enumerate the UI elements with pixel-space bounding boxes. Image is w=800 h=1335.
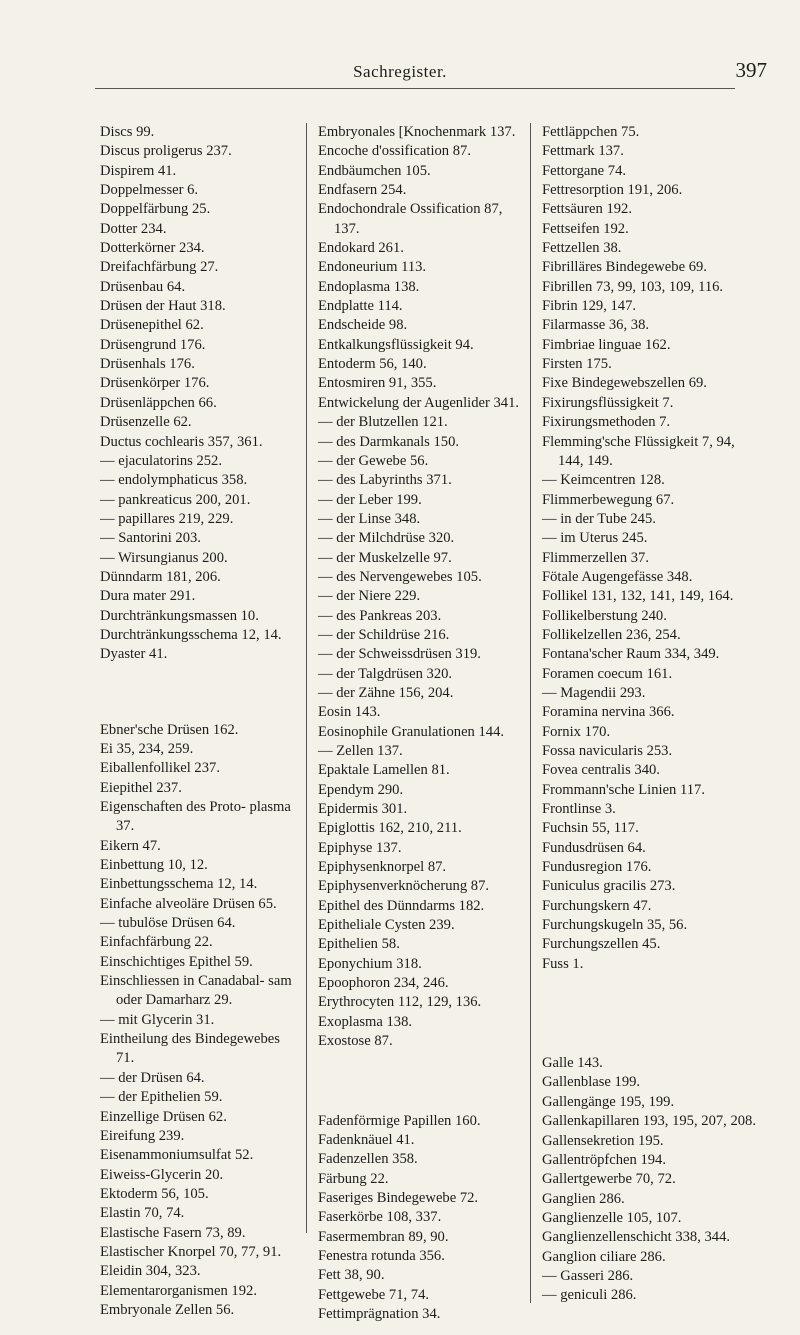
- index-entry: Follikelberstung 240.: [542, 607, 667, 624]
- index-section-e-continued: [318, 123, 520, 1052]
- index-entry: Ektoderm 56, 105.: [100, 1185, 209, 1202]
- index-entry: Entosmiren 91, 355.: [318, 375, 437, 392]
- index-entry: — Gasseri 286.: [542, 1267, 634, 1284]
- index-entry: Endscheide 98.: [318, 317, 408, 334]
- index-entry: — im Uterus 245.: [542, 530, 648, 547]
- index-entry: Fossa navicularis 253.: [542, 743, 673, 759]
- index-entry: — Wirsungianus 200.: [100, 549, 228, 566]
- index-entry: Einfachfärbung 22.: [100, 934, 213, 951]
- index-entry: Furchungskern 47.: [542, 897, 652, 914]
- index-entry: Entwickelung der Augenlider 341.: [318, 394, 520, 411]
- index-entry: Ductus cochlearis 357, 361.: [100, 433, 263, 450]
- index-entry: Epithel des Dünndarms 182.: [318, 897, 485, 914]
- page-number: 397: [735, 58, 767, 82]
- index-entry: Epitheliale Cysten 239.: [318, 917, 455, 934]
- index-entry: Follikel 131, 132, 141, 149, 164.: [542, 588, 734, 605]
- page-header: [0, 0, 800, 90]
- section-gap: [318, 1052, 520, 1112]
- index-entry: Flemming'sche Flüssigkeit 7, 94, 144, 149.: [542, 433, 735, 469]
- index-entry: Galle 143.: [542, 1055, 603, 1072]
- index-entry: Flimmerzellen 37.: [542, 549, 649, 566]
- index-entry: Durchtränkungsmassen 10.: [100, 607, 259, 624]
- index-entry: Eikern 47.: [100, 837, 161, 854]
- index-entry: Einschichtiges Epithel 59.: [100, 953, 253, 970]
- index-entry: Fettorgane 74.: [542, 162, 627, 179]
- index-entry: — des Pankreas 203.: [318, 607, 442, 624]
- index-entry: Eosin 143.: [318, 704, 381, 721]
- index-entry: Fimbriae linguae 162.: [542, 336, 671, 353]
- index-entry: Frommann'sche Linien 117.: [542, 781, 705, 798]
- index-columns: [100, 123, 780, 1322]
- index-entry: Endoplasma 138.: [318, 278, 420, 295]
- index-entry: Endokard 261.: [318, 240, 404, 257]
- index-entry: Embryonale Zellen 56.: [100, 1301, 235, 1318]
- index-entry: Drüsengrund 176.: [100, 336, 206, 353]
- index-entry: Fibrillen 73, 99, 103, 109, 116.: [542, 278, 724, 295]
- index-section-f-continued: [542, 123, 762, 974]
- index-entry: Drüsenkörper 176.: [100, 375, 210, 392]
- index-entry: Epiphysenverknöcherung 87.: [318, 878, 490, 895]
- index-entry: — der Blutzellen 121.: [318, 414, 448, 431]
- index-entry: Epiglottis 162, 210, 211.: [318, 820, 462, 837]
- index-entry: Funiculus gracilis 273.: [542, 878, 676, 895]
- index-entry: — der Muskelzelle 97.: [318, 549, 452, 566]
- index-entry: Ei 35, 234, 259.: [100, 740, 194, 757]
- index-entry: Gallengänge 195, 199.: [542, 1093, 675, 1110]
- index-entry: Fixe Bindegewebszellen 69.: [542, 375, 707, 392]
- index-entry: — der Milchdrüse 320.: [318, 530, 455, 547]
- index-entry: Epidermis 301.: [318, 801, 408, 818]
- index-entry: Epaktale Lamellen 81.: [318, 762, 450, 779]
- index-entry: Gallenkapillaren 193, 195, 207, 208.: [542, 1113, 756, 1130]
- index-section-d: [100, 123, 297, 665]
- index-entry: Firsten 175.: [542, 356, 612, 373]
- index-entry: Eponychium 318.: [318, 955, 422, 972]
- index-entry: Fuss 1.: [542, 955, 584, 972]
- index-entry: Erythrocyten 112, 129, 136.: [318, 994, 482, 1011]
- index-section-f: [318, 1112, 520, 1325]
- index-entry: Epithelien 58.: [318, 936, 400, 953]
- index-entry: Eireifung 239.: [100, 1127, 185, 1144]
- index-entry: Foramen coecum 161.: [542, 665, 673, 682]
- index-entry: Eiweiss-Glycerin 20.: [100, 1166, 224, 1183]
- index-entry: — geniculi 286.: [542, 1287, 637, 1304]
- index-section-e: [100, 721, 297, 1321]
- index-entry: Fötale Augengefässe 348.: [542, 568, 693, 585]
- index-entry: Elastische Fasern 73, 89.: [100, 1224, 246, 1241]
- index-entry: Drüsen der Haut 318.: [100, 298, 226, 315]
- index-entry: — Santorini 203.: [100, 530, 201, 547]
- index-entry: Einbettung 10, 12.: [100, 857, 208, 874]
- index-entry: Epiphysenknorpel 87.: [318, 859, 447, 876]
- index-entry: Fadenzellen 358.: [318, 1151, 418, 1168]
- index-column-3: [542, 123, 762, 1306]
- index-entry: Drüsenzelle 62.: [100, 414, 192, 431]
- index-entry: Drüsenbau 64.: [100, 278, 186, 295]
- index-entry: Fovea centralis 340.: [542, 762, 660, 779]
- index-entry: — der Zähne 156, 204.: [318, 684, 454, 701]
- index-entry: Fundusdrüsen 64.: [542, 839, 646, 856]
- index-entry: Eosinophile Granulationen 144.: [318, 723, 505, 740]
- running-title: Sachregister.: [353, 62, 447, 81]
- index-entry: Exostose 87.: [318, 1033, 393, 1050]
- index-entry: Entkalkungsflüssigkeit 94.: [318, 336, 474, 353]
- index-entry: Eleidin 304, 323.: [100, 1263, 201, 1280]
- index-entry: Ganglien 286.: [542, 1190, 625, 1207]
- index-entry: Foramina nervina 366.: [542, 704, 675, 721]
- index-entry: Embryonales [Knochenmark 137.: [318, 124, 516, 140]
- index-entry: Einbettungsschema 12, 14.: [100, 876, 258, 893]
- index-entry: — endolymphaticus 358.: [100, 472, 248, 489]
- index-entry: — der Linse 348.: [318, 510, 421, 527]
- index-entry: Exoplasma 138.: [318, 1013, 413, 1030]
- index-entry: — der Gewebe 56.: [318, 452, 429, 469]
- index-entry: Follikelzellen 236, 254.: [542, 626, 681, 643]
- index-entry: — Zellen 137.: [318, 743, 403, 759]
- index-entry: Fenestra rotunda 356.: [318, 1247, 445, 1264]
- index-entry: — in der Tube 245.: [542, 510, 656, 527]
- index-entry: — der Schildrüse 216.: [318, 626, 450, 643]
- section-gap: [542, 974, 762, 1054]
- header-rule: [95, 88, 735, 89]
- index-entry: Entoderm 56, 140.: [318, 356, 427, 373]
- index-entry: Fibrilläres Bindegewebe 69.: [542, 259, 707, 276]
- index-entry: Fettseifen 192.: [542, 220, 629, 237]
- index-entry: Fixirungsmethoden 7.: [542, 414, 671, 431]
- index-entry: — des Darmkanals 150.: [318, 433, 460, 450]
- index-entry: — der Schweissdrüsen 319.: [318, 646, 481, 663]
- index-entry: Eintheilung des Bindegewebes 71.: [100, 1031, 280, 1067]
- index-entry: Eiepithel 237.: [100, 779, 182, 796]
- index-entry: Drüsenläppchen 66.: [100, 394, 217, 411]
- index-entry: Doppelmesser 6.: [100, 182, 199, 199]
- index-entry: Drüsenhals 176.: [100, 356, 195, 373]
- index-entry: Endoneurium 113.: [318, 259, 427, 276]
- index-entry: Dispirem 41.: [100, 162, 177, 179]
- index-entry: Dreifachfärbung 27.: [100, 259, 219, 276]
- index-entry: Furchungszellen 45.: [542, 936, 661, 953]
- index-entry: Ganglienzellenschicht 338, 344.: [542, 1229, 731, 1246]
- index-entry: Einschliessen in Canadabal- sam oder Damarharz 29.: [100, 973, 292, 1009]
- index-entry: — des Labyrinths 371.: [318, 472, 452, 489]
- index-entry: Dura mater 291.: [100, 588, 196, 605]
- index-entry: Einzellige Drüsen 62.: [100, 1108, 227, 1125]
- index-entry: Discus proligerus 237.: [100, 143, 232, 160]
- index-entry: Epoophoron 234, 246.: [318, 975, 449, 992]
- index-entry: Gallertgewerbe 70, 72.: [542, 1171, 676, 1188]
- index-entry: Ependym 290.: [318, 781, 404, 798]
- index-entry: Doppelfärbung 25.: [100, 201, 211, 218]
- index-entry: Eiballenfollikel 237.: [100, 760, 220, 777]
- index-entry: Discs 99.: [100, 124, 155, 140]
- index-entry: Elementarorganismen 192.: [100, 1282, 257, 1299]
- index-entry: Dyaster 41.: [100, 646, 168, 663]
- index-entry: Durchtränkungsschema 12, 14.: [100, 626, 282, 643]
- index-entry: Ganglienzelle 105, 107.: [542, 1209, 682, 1226]
- index-entry: Drüsenepithel 62.: [100, 317, 204, 334]
- column-divider: [306, 123, 307, 1233]
- index-entry: Gallensekretion 195.: [542, 1132, 664, 1149]
- index-entry: Fibrin 129, 147.: [542, 298, 637, 315]
- index-entry: Flimmerbewegung 67.: [542, 491, 675, 508]
- index-entry: — ejaculatorins 252.: [100, 452, 222, 469]
- index-entry: Faserkörbe 108, 337.: [318, 1209, 442, 1226]
- index-entry: Gallenblase 199.: [542, 1074, 641, 1091]
- index-entry: Fettgewebe 71, 74.: [318, 1286, 430, 1303]
- index-entry: Gallentröpfchen 194.: [542, 1151, 667, 1168]
- index-entry: Fixirungsflüssigkeit 7.: [542, 394, 674, 411]
- index-entry: Dotterkörner 234.: [100, 240, 205, 257]
- index-entry: — der Niere 229.: [318, 588, 421, 605]
- index-entry: Furchungskugeln 35, 56.: [542, 917, 688, 934]
- index-entry: — der Drüsen 64.: [100, 1069, 205, 1086]
- index-entry: — des Nervengewebes 105.: [318, 568, 482, 585]
- index-entry: Ebner'sche Drüsen 162.: [100, 721, 239, 738]
- index-entry: — der Leber 199.: [318, 491, 422, 508]
- index-entry: Encoche d'ossification 87.: [318, 143, 471, 160]
- column-divider: [530, 123, 531, 1303]
- index-entry: Endfasern 254.: [318, 182, 407, 199]
- index-entry: — mit Glycerin 31.: [100, 1011, 215, 1028]
- index-column-2: [318, 123, 520, 1324]
- index-entry: Endplatte 114.: [318, 298, 403, 315]
- index-entry: Fettläppchen 75.: [542, 124, 640, 140]
- index-entry: Fornix 170.: [542, 723, 611, 740]
- index-entry: Frontlinse 3.: [542, 801, 616, 818]
- index-entry: Dotter 234.: [100, 220, 167, 237]
- index-entry: Fontana'scher Raum 334, 349.: [542, 646, 720, 663]
- index-entry: Fettimprägnation 34.: [318, 1305, 441, 1322]
- index-entry: Fettzellen 38.: [542, 240, 622, 257]
- index-entry: — der Talgdrüsen 320.: [318, 665, 453, 682]
- index-entry: — papillares 219, 229.: [100, 510, 234, 527]
- index-entry: Eigenschaften des Proto- plasma 37.: [100, 799, 291, 835]
- index-entry: — Keimcentren 128.: [542, 472, 665, 489]
- index-entry: Färbung 22.: [318, 1170, 389, 1187]
- index-entry: Einfache alveoläre Drüsen 65.: [100, 895, 277, 912]
- index-entry: Eisenammoniumsulfat 52.: [100, 1147, 254, 1164]
- index-entry: — der Epithelien 59.: [100, 1089, 223, 1106]
- index-entry: Fettmark 137.: [542, 143, 624, 160]
- index-entry: — pankreaticus 200, 201.: [100, 491, 251, 508]
- index-entry: Fundusregion 176.: [542, 859, 652, 876]
- index-column-1: [100, 123, 297, 1320]
- section-gap: [100, 665, 297, 721]
- index-section-g: [542, 1054, 762, 1305]
- index-entry: Epiphyse 137.: [318, 839, 402, 856]
- index-entry: Endochondrale Ossification 87, 137.: [318, 201, 503, 237]
- index-entry: Elastischer Knorpel 70, 77, 91.: [100, 1243, 282, 1260]
- index-entry: Faseriges Bindegewebe 72.: [318, 1189, 479, 1206]
- index-entry: Elastin 70, 74.: [100, 1205, 185, 1222]
- index-entry: Fadenknäuel 41.: [318, 1131, 415, 1148]
- index-entry: Fett 38, 90.: [318, 1267, 385, 1284]
- index-entry: Dünndarm 181, 206.: [100, 568, 221, 585]
- index-entry: Fuchsin 55, 117.: [542, 820, 639, 837]
- index-entry: Fasermembran 89, 90.: [318, 1228, 449, 1245]
- index-entry: Ganglion ciliare 286.: [542, 1248, 666, 1265]
- index-entry: Filarmasse 36, 38.: [542, 317, 650, 334]
- index-entry: Fettsäuren 192.: [542, 201, 632, 218]
- index-entry: — tubulöse Drüsen 64.: [100, 915, 236, 932]
- index-entry: Endbäumchen 105.: [318, 162, 431, 179]
- index-entry: Fettresorption 191, 206.: [542, 182, 683, 199]
- index-entry: Fadenförmige Papillen 160.: [318, 1112, 481, 1129]
- index-entry: — Magendii 293.: [542, 684, 646, 701]
